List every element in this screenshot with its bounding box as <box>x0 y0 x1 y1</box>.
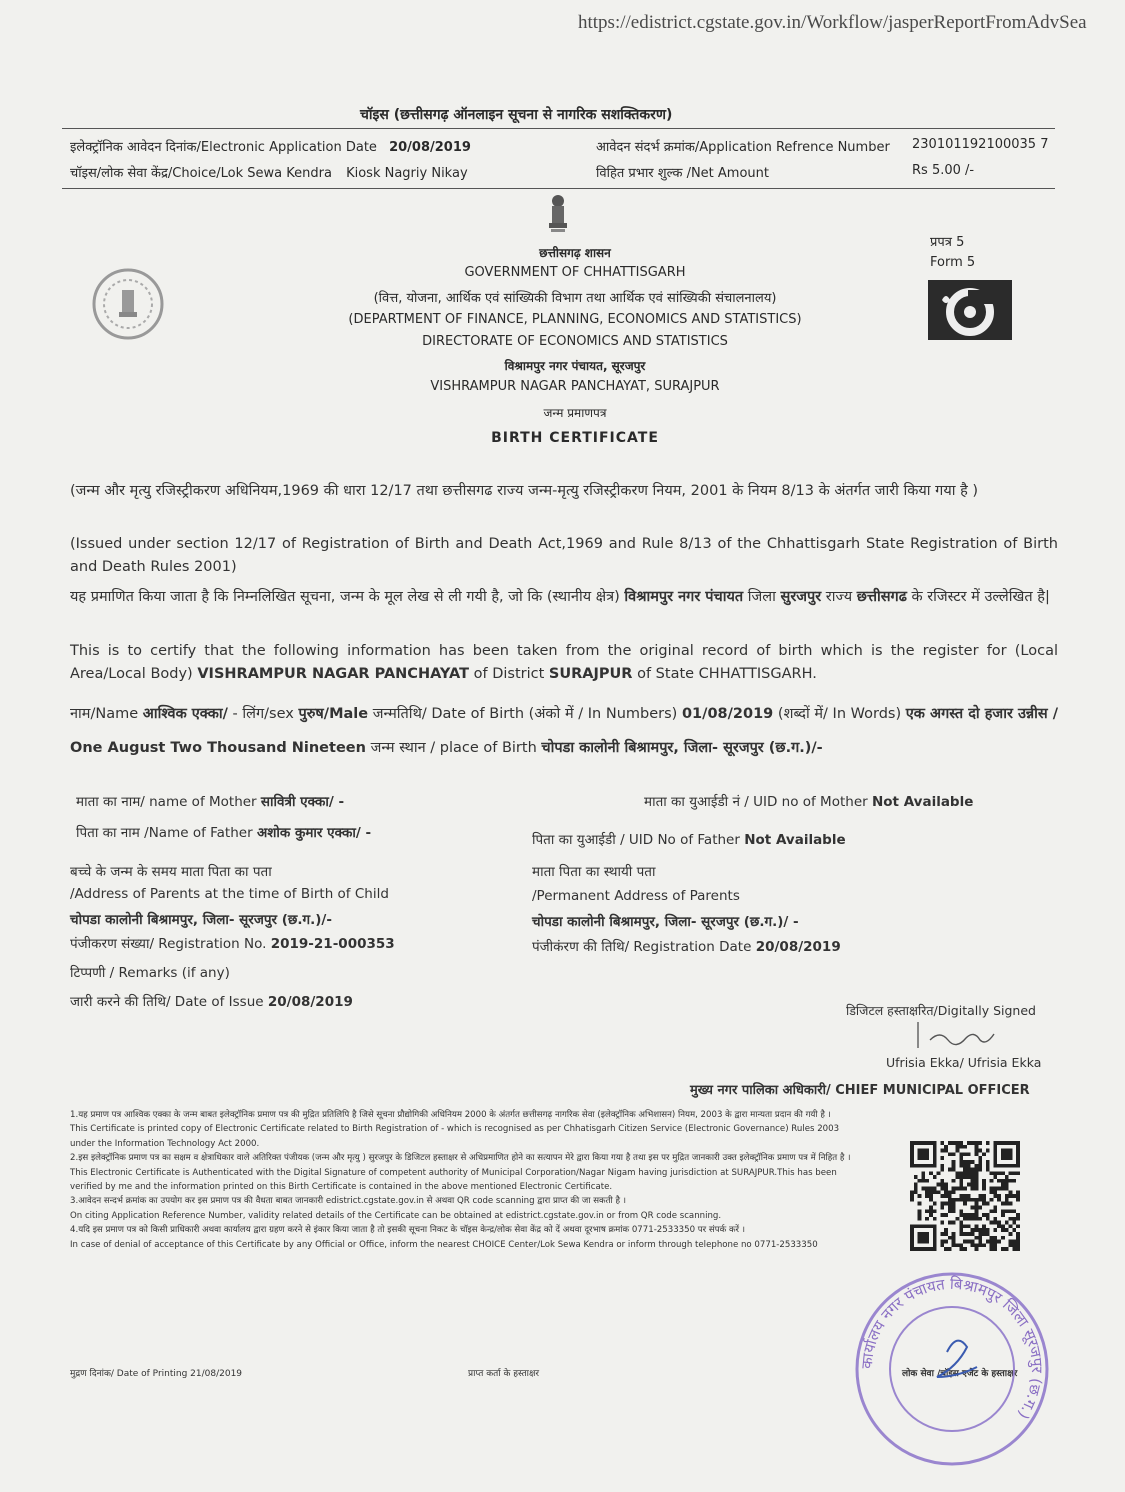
gov-en: GOVERNMENT OF CHHATTISGARH <box>464 265 686 280</box>
child-name: आश्विक एक्का/ <box>142 706 228 722</box>
amount-value: Rs 5.00 /- <box>912 163 975 178</box>
applicant-signature-label: प्राप्त कर्ता के हस्ताक्षर <box>468 1369 540 1379</box>
app-ref-value: 230101192100035 7 <box>912 137 1049 152</box>
directorate: DIRECTORATE OF ECONOMICS AND STATISTICS <box>422 334 728 349</box>
reg-date-row <box>532 937 841 955</box>
issue-date: 20/08/2019 <box>267 994 353 1010</box>
choice-header: चॉइस (छत्तीसगढ़ ऑनलाइन सूचना से नागरिक सशक्तिकरण) <box>360 107 673 123</box>
header-rule-bottom <box>62 188 1055 189</box>
name-label: नाम/Name <box>70 706 139 722</box>
statistics-logo-icon <box>928 280 1012 340</box>
father-uid: Not Available <box>744 832 846 848</box>
pob-value: चोपडा कालोनी बिश्रामपुर, जिला- सूरजपुर (छ.ग.)/- <box>541 740 823 756</box>
issue-label: जारी करने की तिथि/ Date of Issue <box>70 994 264 1010</box>
issue-row <box>70 992 353 1010</box>
certify-en-state: CHHATTISGARH. <box>698 666 817 682</box>
note-1-en: This Certificate is printed copy of Electronic Certificate related to Birth Registration of - which is recognised as per Chhatisgarh Citizen Service (Electronic Governance) Rules 2003 under the Information Technology Act 2000. <box>70 1124 840 1149</box>
dob-words: एक अगस्त दो हजार उन्नीस / One August Two Thousand Nineteen <box>70 706 1059 756</box>
national-emblem-icon <box>546 193 570 235</box>
amount-label: विहित प्रभार शुल्क /Net Amount <box>596 166 769 181</box>
reg-no-row <box>70 934 395 952</box>
certify-hi-end: के रजिस्टर में उल्लेखित है| <box>911 589 1050 605</box>
sex-label: - लिंग/sex <box>232 706 294 722</box>
signatory-designation: मुख्य नगर पालिका अधिकारी/ CHIEF MUNICIPAL OFFICER <box>690 1083 1030 1098</box>
certify-en-state-label: of State <box>637 666 695 682</box>
notes <box>70 1108 860 1252</box>
father-uid-row <box>532 830 846 848</box>
addr-birth-en: /Address of Parents at the time of Birth of Child <box>70 886 389 902</box>
cert-title-en: BIRTH CERTIFICATE <box>491 430 659 446</box>
app-date-value: 20/08/2019 <box>389 140 471 155</box>
page-url: https://edistrict.cgstate.gov.in/Workflow/jasperReportFromAdvSea <box>578 12 1087 33</box>
father-row <box>76 823 371 841</box>
note-2-hi: 2.इस इलेक्ट्रॉनिक प्रमाण पत्र का सक्षम व क्षेत्राधिकार वाले अतिरिक्त पंजीयक (जन्म और मृत्यु ) सुरजपुर के डिजिटल हस्ताक्षर से अधिप्रमाणित होने का सत्यापन मेरे द्वारा किया गया है तथा इस पर मुद्रित जानकारी उक्त इलेक्ट्रॉनिक प्रमाण पत्र में निहित है । <box>70 1153 851 1164</box>
digitally-signed-label: डिजिटल हस्ताक्षरित/Digitally Signed <box>846 1003 1036 1018</box>
form-number-hi: प्रपत्र 5 <box>930 235 965 250</box>
mother-uid-label: माता का युआईडी नं / UID no of Mother <box>644 794 868 810</box>
certify-en-district-label: of District <box>473 666 545 682</box>
reg-date-value: 20/08/2019 <box>755 939 841 955</box>
father-name: अशोक कुमार एक्का/ - <box>256 825 372 841</box>
note-2-en: This Electronic Certificate is Authenticated with the Digital Signature of competent authority of Municipal Corporation/Nagar Nigam having jurisdiction at SURAJPUR.This has been verified by me and the information printed on this Birth Certificate is contained in the above mentioned Electronic Certificate. <box>70 1167 837 1193</box>
addr-perm-hi: माता पिता का स्थायी पता <box>532 864 656 880</box>
mother-label: माता का नाम/ name of Mother <box>76 794 257 810</box>
app-date-label: इलेक्ट्रॉनिक आवेदन दिनांक/Electronic Application Date <box>70 140 377 155</box>
pob-label: जन्म स्थान / place of Birth <box>370 740 537 756</box>
app-ref-label: आवेदन संदर्भ क्रमांक/Application Refrence Number <box>596 140 890 155</box>
svg-text:कार्यालय नगर पंचायत बिश्रामपुर: कार्यालय नगर पंचायत बिश्रामपुर जिला सूरजपुर (छ.ग.) <box>857 1274 1047 1423</box>
signatory-name: Ufrisia Ekka/ Ufrisia Ekka <box>886 1055 1042 1070</box>
dept-hi: (वित्त, योजना, आर्थिक एवं सांख्यिकी विभाग तथा आर्थिक एवं सांख्यिकी संचालनालय) <box>373 291 777 306</box>
reg-no-value: 2019-21-000353 <box>270 936 395 952</box>
note-4-hi: 4.यदि इस प्रमाण पत्र को किसी प्राधिकारी अथवा कार्यालय द्वारा ग्रहण करने से इंकार किया जाता है तो इसकी सूचना निकट के चॉइस केन्द्र/लोक सेवा केंद्र को दें अथवा दूरभाष क्रमांक 0771-2533350 पर संपर्क करें । <box>70 1225 746 1236</box>
reg-date-label: पंजीकंरण की तिथि/ Registration Date <box>532 939 752 955</box>
form-number-en: Form 5 <box>930 255 976 270</box>
certify-en <box>70 640 1058 686</box>
qr-code-icon <box>910 1140 1020 1252</box>
kendra-row <box>70 163 468 181</box>
lok-seva-signature-label: लोक सेवा /चॉइस एजेंट के हस्ताक्षर <box>902 1369 1018 1379</box>
mother-uid: Not Available <box>871 794 974 810</box>
certify-en-text: This is to certify that the following information has been taken from the original record of birth which is the register for (Local Area/Local Body) <box>70 643 1058 682</box>
certify-hi-district: सुरजपुर <box>780 589 822 605</box>
kendra-label: चॉइस/लोक सेवा केंद्र/Choice/Lok Sewa Kendra <box>70 166 332 181</box>
mother-uid-row <box>644 792 973 810</box>
header-rule-top <box>62 128 1055 129</box>
certify-hi-state: छत्तीसगढ <box>856 589 907 605</box>
mother-name: सावित्री एक्का/ - <box>260 794 345 810</box>
addr-perm-en: /Permanent Address of Parents <box>532 888 740 904</box>
government-seal-icon <box>92 268 164 340</box>
dept-en: (DEPARTMENT OF FINANCE, PLANNING, ECONOMICS AND STATISTICS) <box>348 312 802 327</box>
remarks-label: टिप्पणी / Remarks (if any) <box>70 965 230 981</box>
certify-hi-text: यह प्रमाणित किया जाता है कि निम्नलिखित सूचना, जन्म के मूल लेख से ली गयी है, जो कि (स्थानीय क्षेत्र) <box>70 589 620 605</box>
certify-hi-district-label: जिला <box>747 589 776 605</box>
local-body-en: VISHRAMPUR NAGAR PANCHAYAT, SURAJPUR <box>430 379 720 394</box>
note-4-en: In case of denial of acceptance of this Certificate by any Official or Office, inform the nearest CHOICE Center/Lok Sewa Kendra or inform through telephone no 0771-2533350 <box>70 1239 818 1250</box>
child-sex: पुरुष/Male <box>298 706 369 722</box>
certify-en-local: VISHRAMPUR NAGAR PANCHAYAT <box>197 666 470 682</box>
local-body-hi: विश्रामपुर नगर पंचायत, सूरजपुर <box>504 359 646 373</box>
certify-hi <box>70 586 1058 609</box>
certify-hi-local: विश्रामपुर नगर पंचायत <box>624 589 744 605</box>
mother-row <box>76 792 344 810</box>
child-details <box>70 697 1058 765</box>
addr-birth-value: चोपडा कालोनी बिश्रामपुर, जिला- सूरजपुर (छ.ग.)/- <box>70 912 332 928</box>
dob-label: जन्मतिथि/ Date of Birth (अंको में / In Numbers) <box>372 706 678 722</box>
kendra-value: Kiosk Nagriy Nikay <box>346 166 468 181</box>
addr-perm-value: चोपडा कालोनी बिश्रामपुर, जिला- सूरजपुर (छ.ग.)/ - <box>532 914 799 930</box>
reg-no-label: पंजीकरण संख्या/ Registration No. <box>70 936 267 952</box>
issued-under-en: (Issued under section 12/17 of Registration of Birth and Death Act,1969 and Rule 8/13 of the Chhattisgarh State Registration of Birth and Death Rules 2001) <box>70 536 1058 575</box>
father-uid-label: पिता का युआईडी / UID No of Father <box>532 832 740 848</box>
certify-hi-state-label: राज्य <box>825 589 853 605</box>
dob-value: 01/08/2019 <box>681 706 774 722</box>
cert-title-hi: जन्म प्रमाणपत्र <box>543 406 607 420</box>
dob-words-label: (शब्दों में/ In Words) <box>777 706 902 722</box>
handwritten-signature-icon <box>910 1018 1030 1052</box>
gov-hi: छत्तीसगढ़ शासन <box>539 246 611 260</box>
app-date-row <box>70 137 471 155</box>
addr-birth-hi: बच्चे के जन्म के समय माता पिता का पता <box>70 864 272 880</box>
office-stamp-icon <box>852 1262 1052 1477</box>
print-date: मुद्रण दिनांक/ Date of Printing 21/08/2019 <box>70 1369 243 1379</box>
father-label: पिता का नाम /Name of Father <box>76 825 253 841</box>
note-3-hi: 3.आवेदन सन्दर्भ क्रमांक का उपयोग कर इस प्रमाण पत्र की वैधता बाबत जानकारी edistrict.cgstate.gov.in से अथवा QR code scanning द्वारा प्राप्त की जा सकती है । <box>70 1196 627 1207</box>
note-3-en: On citing Application Reference Number, validity related details of the Certificate can be obtained at edistrict.cgstate.gov.in or from QR code scanning. <box>70 1210 722 1221</box>
note-1-hi: 1.यह प्रमाण पत्र आश्विक एक्का के जन्म बाबत इलेक्ट्रॉनिक प्रमाण पत्र की मुद्रित प्रतिलिपि है जिसे सूचना प्रौद्योगिकी अधिनियम 2000 के अंतर्गत छत्तीसगढ़ नागरिक सेवा (इलेक्ट्रॉनिक अभिशासन) नियम, 2003 के द्वारा मान्यता प्रदान की गयी है । <box>70 1110 831 1120</box>
certify-en-district: SURAJPUR <box>548 666 633 682</box>
issued-under-hi: (जन्म और मृत्यु रजिस्ट्रीकरण अधिनियम,1969 की धारा 12/17 तथा छत्तीसगढ राज्य जन्म-मृत्यु रजिस्ट्रीकरण नियम, 2001 के नियम 8/13 के अंतर्गत जारी किया गया है ) <box>70 483 979 499</box>
